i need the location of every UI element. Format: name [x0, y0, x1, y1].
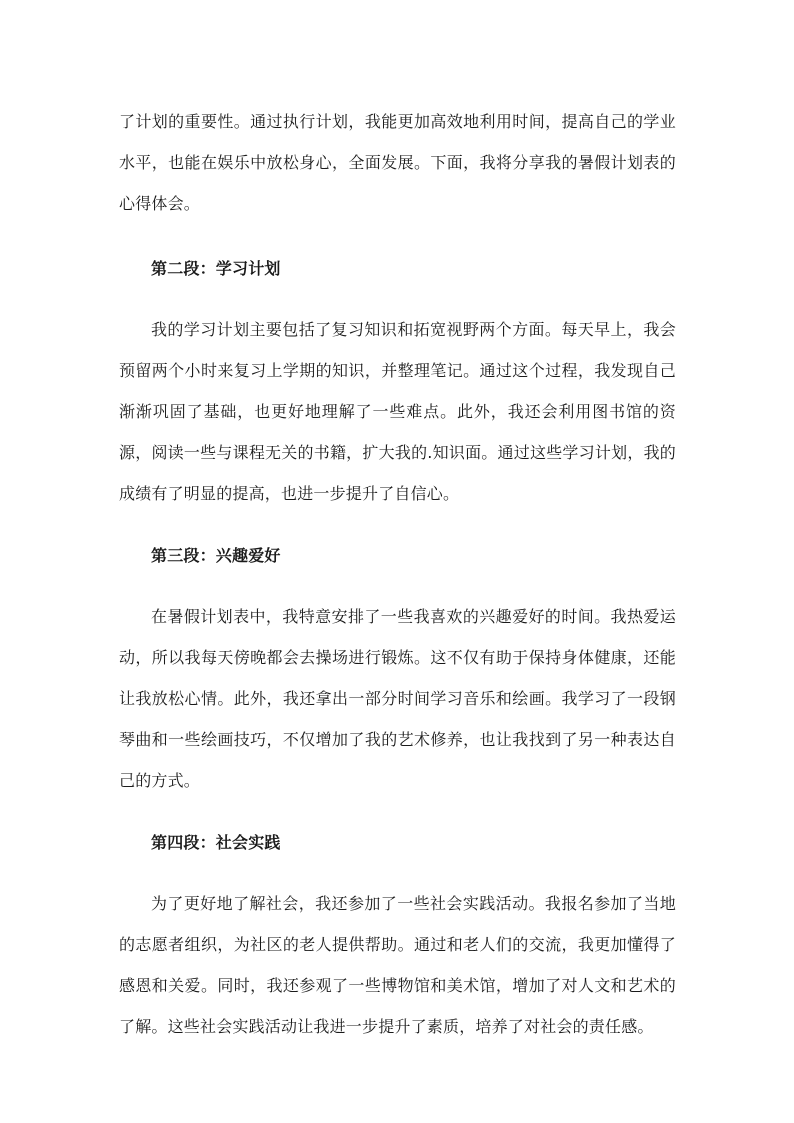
section-body-hobbies: 在暑假计划表中，我特意安排了一些我喜欢的兴趣爱好的时间。我热爱运动，所以我每天傍晚都会去操场进行锻炼。这不仅有助于保持身体健康，还能让我放松心情。此外，我还拿出一部分时间学习音乐和绘画。我学习了一段钢琴曲和一些绘画技巧，不仅增加了我的艺术修养，也让我找到了另一种表达自己的方式。: [119, 607, 676, 790]
section-heading-hobbies: 第三段：兴趣爱好: [151, 546, 281, 565]
section-body-study-plan: 我的学习计划主要包括了复习知识和拓宽视野两个方面。每天早上，我会预留两个小时来复习上学期的知识，并整理笔记。通过这个过程，我发现自己渐渐巩固了基础，也更好地理解了一些难点。此外，我还会利用图书馆的资源，阅读一些与课程无关的书籍，扩大我的.知识面。通过这些学习计划，我的成绩有了明显的提高，也进一步提升了自信心。: [119, 320, 676, 503]
intro-continuation-paragraph: 了计划的重要性。通过执行计划，我能更加高效地利用时间，提高自己的学业水平，也能在娱乐中放松身心，全面发展。下面，我将分享我的暑假计划表的心得体会。: [119, 112, 676, 213]
section-body-social-practice: 为了更好地了解社会，我还参加了一些社会实践活动。我报名参加了当地的志愿者组织，为社区的老人提供帮助。通过和老人们的交流，我更加懂得了感恩和关爱。同时，我还参观了一些博物馆和美术馆，增加了对人文和艺术的了解。这些社会实践活动让我进一步提升了素质，培养了对社会的责任感。: [119, 894, 676, 1036]
section-heading-study-plan: 第二段：学习计划: [151, 259, 281, 278]
section-heading-social-practice: 第四段：社会实践: [151, 833, 281, 852]
document-body: [119, 101, 676, 1047]
